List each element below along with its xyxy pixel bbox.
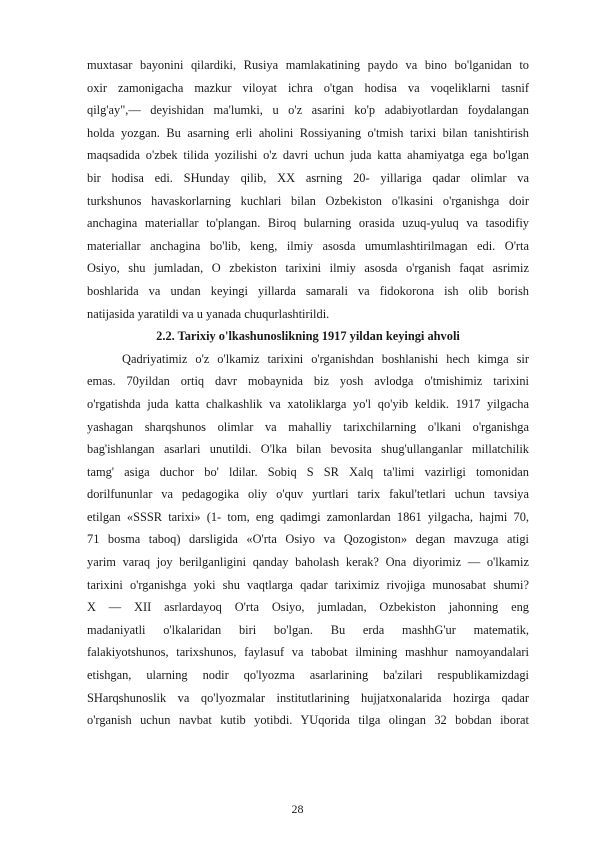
text-line: holda yozgan. Bu asarning erli aholini Rossiyaning o'tmish tarixi bilan tanishtirish [87,125,529,140]
text-line: etilgan «SSSR tarixi» (1- tom, eng qadimgi zamonlardan 1861 yilgacha, hajmi 70, [87,509,529,524]
text-line: qilg'ay",— deyishidan ma'lumki, u o'z asarini ko'p adabiyotlardan foydalangan [87,103,529,118]
text-line: falakiyotshunos, tarixshunos, faylasuf va tabobat ilmining mashhur namoyandalari [87,645,529,660]
text-line: muxtasar bayonini qilardiki, Rusiya mamlakatining paydo va bino bo'lganidan to [87,58,529,72]
page-text [87,54,529,732]
text-line: emas. 70yildan ortiq davr mobaynida biz yosh avlodga o'tmishimiz tarixini [87,374,529,389]
text-line: maqsadida o'zbek tilida yozilishi o'z davri uchun juda katta ahamiyatga ega bo'lgan [87,148,529,163]
text-line: bir hodisa edi. SHunday qilib, XX asrning 20- yillariga qadar olimlar va [87,170,529,185]
text-line: boshlarida va undan keyingi yillarda samarali va fidokorona ish olib borish [87,283,529,298]
text-line: natijasida yaratildi va u yanada chuqurlashtirildi. [87,306,330,321]
text-line: dorilfununlar va pedagogika oliy o'quv yurtlari tarix fakul'tetlari uchun tavsiya [87,487,529,502]
text-line: X — XII asrlardayoq O'rta Osiyo, jumladan, Ozbekiston jahonning eng [87,600,529,615]
text-line: SHarqshunoslik va qo'lyozmalar institutlarining hujjatxonalarida hozirga qadar [87,690,529,705]
text-line: o'rganish uchun navbat kutib yotibdi. YUqorida tilga olingan 32 bobdan iborat [87,713,529,728]
text-line: yarim varaq joy berilganligini qanday baholash kerak? Ona diyorimiz — o'lkamiz [87,555,529,570]
text-line: bag'ishlangan asarlari unutildi. O'lka bilan bevosita shug'ullanganlar millatchilik [87,442,529,457]
text-line: anchagina materiallar to'plangan. Biroq bularning orasida uzuq-yuluq va tasodifiy [87,216,529,231]
text-line: 71 bosma taboq) darsligida «O'rta Osiyo va Qozogiston» degan mavzuga atigi [87,532,529,547]
text-line: o'rgatishda juda katta chalkashlik va xatoliklarga yo'l qo'yib keldik. 1917 yilgacha [87,396,529,411]
section-heading: 2.2. Tarixiy o'lkashunoslikning 1917 yildan keyingi ahvoli [156,329,460,344]
text-line: Osiyo, shu jumladan, O zbekiston tarixini ilmiy asosda o'rganish faqat asrimiz [87,261,529,276]
text-line: oxir zamonigacha mazkur viloyat ichra o'tgan hodisa va voqeliklarni tasnif [87,80,529,95]
text-line: yashagan sharqshunos olimlar va mahalliy tarixchilarning o'lkani o'rganishga [87,419,529,434]
text-line: Qadriyatimiz o'z o'lkamiz tarixini o'rganishdan boshlanishi hech kimga sir [122,351,529,366]
page-number: 28 [291,802,304,816]
text-line: tarixini o'rganishga yoki shu vaqtlarga qadar tariximiz rivojiga munosabat shumi? [87,577,529,592]
text-line: madaniyatli o'lkalaridan biri bo'lgan. Bu erda mashhG'ur matematik, [87,622,529,637]
text-line: turkshunos havaskorlarning kuchlari bilan Ozbekiston o'lkasini o'rganishga doir [87,193,529,208]
text-line: etishgan, ularning nodir qo'lyozma asarlarining ba'zilari respublikamizdagi [87,668,529,683]
text-line: materiallar anchagina bo'lib, keng, ilmiy asosda umumlashtirilmagan edi. O'rta [87,238,529,253]
text-line: tamg' asiga duchor bo' ldilar. Sobiq S SR Xalq ta'limi vazirligi tomonidan [87,464,529,479]
